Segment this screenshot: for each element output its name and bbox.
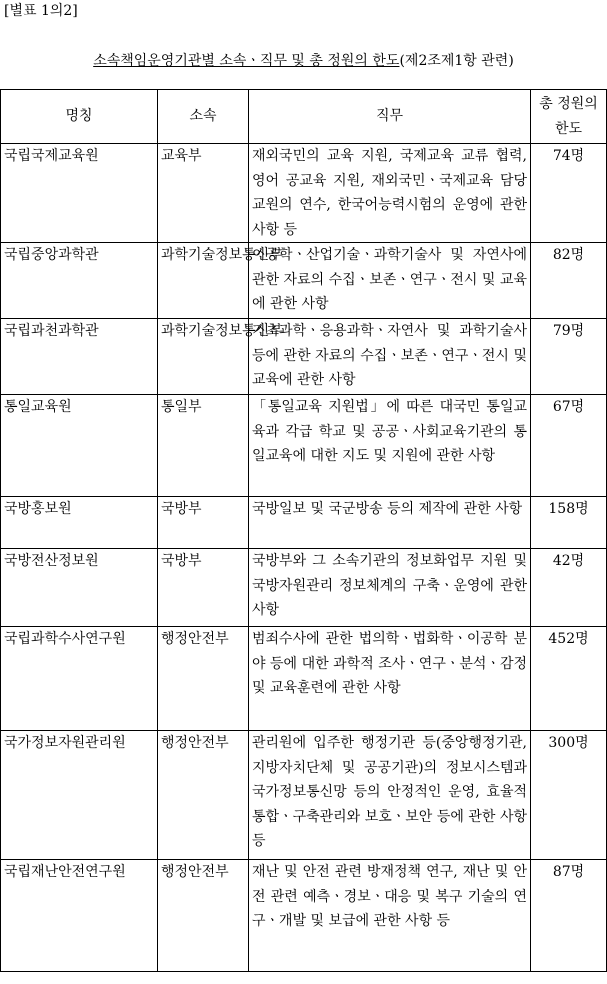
agency-duty: 이공학ㆍ산업기술ㆍ과학기술사 및 자연사에 관한 자료의 수집ㆍ보존ㆍ연구ㆍ전시 및 교육에 관한 사항 bbox=[249, 243, 531, 319]
agency-name: 국립재난안전연구원 bbox=[1, 860, 158, 972]
agency-name: 국가정보자원관리원 bbox=[1, 731, 158, 860]
parent-ministry: 행정안전부 bbox=[158, 627, 249, 731]
agency-name: 국립국제교육원 bbox=[1, 144, 158, 243]
agency-duty: 기초과학ㆍ응용과학ㆍ자연사 및 과학기술사 등에 관한 자료의 수집ㆍ보존ㆍ연구ㆍ전시 및 교육에 관한 사항 bbox=[249, 319, 531, 395]
agency-name: 국방전산정보원 bbox=[1, 549, 158, 627]
table-row bbox=[1, 731, 607, 860]
column-header-limit-line2: 한도 bbox=[554, 120, 583, 137]
table-row bbox=[1, 144, 607, 243]
document-title-main: 소속책임운영기관별 소속ㆍ직무 및 총 정원의 한도 bbox=[93, 53, 400, 69]
agency-duty: 「통일교육 지원법」에 따른 대국민 통일교육과 각급 학교 및 공공ㆍ사회교육기관의 통일교육에 대한 지도 및 지원에 관한 사항 bbox=[249, 395, 531, 497]
column-header-limit-line1: 총 정원의 bbox=[539, 96, 598, 112]
column-header-duty: 직무 bbox=[249, 90, 531, 144]
staff-limit: 82명 bbox=[531, 243, 607, 319]
parent-ministry: 과학기술정보통신부 bbox=[158, 243, 249, 319]
document-title bbox=[0, 52, 607, 70]
staffing-limit-table bbox=[0, 89, 607, 972]
parent-ministry: 국방부 bbox=[158, 549, 249, 627]
table-row bbox=[1, 319, 607, 395]
agency-duty: 재외국민의 교육 지원, 국제교육 교류 협력, 영어 공교육 지원, 재외국민ㆍ국제교육 담당 교원의 연수, 한국어능력시험의 운영에 관한 사항 등 bbox=[249, 144, 531, 243]
parent-ministry: 과학기술정보통신부 bbox=[158, 319, 249, 395]
table-row bbox=[1, 243, 607, 319]
staff-limit: 79명 bbox=[531, 319, 607, 395]
table-row bbox=[1, 549, 607, 627]
parent-ministry: 행정안전부 bbox=[158, 860, 249, 972]
staff-limit: 67명 bbox=[531, 395, 607, 497]
staff-limit: 300명 bbox=[531, 731, 607, 860]
staff-limit: 74명 bbox=[531, 144, 607, 243]
table-header-row bbox=[1, 90, 607, 144]
agency-duty: 관리원에 입주한 행정기관 등(중앙행정기관, 지방자치단체 및 공공기관)의 정보시스템과 국가정보통신망 등의 안정적인 운영, 효율적 통합ㆍ구축관리와 보호ㆍ보안 등에 관한 사항 등 bbox=[249, 731, 531, 860]
staff-limit: 158명 bbox=[531, 497, 607, 549]
parent-ministry: 교육부 bbox=[158, 144, 249, 243]
column-header-org: 소속 bbox=[158, 90, 249, 144]
parent-ministry: 국방부 bbox=[158, 497, 249, 549]
document-title-reference: (제2조제1항 관련) bbox=[399, 53, 514, 69]
table-row bbox=[1, 860, 607, 972]
staff-limit: 452명 bbox=[531, 627, 607, 731]
agency-duty: 국방부와 그 소속기관의 정보화업무 지원 및 국방자원관리 정보체계의 구축ㆍ운영에 관한 사항 bbox=[249, 549, 531, 627]
column-header-limit bbox=[531, 90, 607, 144]
annex-number: [별표 1의2] bbox=[4, 3, 78, 19]
parent-ministry: 통일부 bbox=[158, 395, 249, 497]
agency-name: 국립과천과학관 bbox=[1, 319, 158, 395]
table-row bbox=[1, 395, 607, 497]
agency-name: 통일교육원 bbox=[1, 395, 158, 497]
table-row bbox=[1, 627, 607, 731]
staff-limit: 87명 bbox=[531, 860, 607, 972]
agency-name: 국립중앙과학관 bbox=[1, 243, 158, 319]
table-row bbox=[1, 497, 607, 549]
agency-duty: 범죄수사에 관한 법의학ㆍ법화학ㆍ이공학 분야 등에 대한 과학적 조사ㆍ연구ㆍ분석ㆍ감정 및 교육훈련에 관한 사항 bbox=[249, 627, 531, 731]
staff-limit: 42명 bbox=[531, 549, 607, 627]
agency-duty: 재난 및 안전 관련 방재정책 연구, 재난 및 안전 관련 예측ㆍ경보ㆍ대응 및 복구 기술의 연구ㆍ개발 및 보급에 관한 사항 등 bbox=[249, 860, 531, 972]
agency-name: 국립과학수사연구원 bbox=[1, 627, 158, 731]
column-header-name: 명칭 bbox=[1, 90, 158, 144]
agency-name: 국방홍보원 bbox=[1, 497, 158, 549]
agency-duty: 국방일보 및 국군방송 등의 제작에 관한 사항 bbox=[249, 497, 531, 549]
parent-ministry: 행정안전부 bbox=[158, 731, 249, 860]
